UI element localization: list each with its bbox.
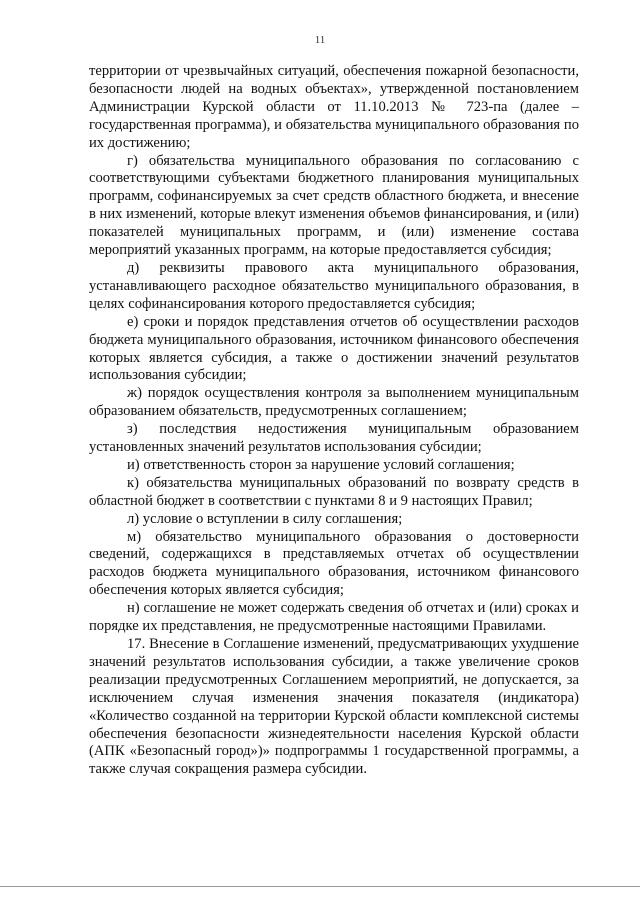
- paragraph-item-g: г) обязательства муниципального образования по согласованию с соответствующими субъектами бюджетного планирования муниципальных программ, софинансируемых за счет средств областного бюджета, и внесение в них изменений, которые влекут изменения объемов финансирования, и (или) показателей муниципальных программ, и (или) изменение состава мероприятий указанных программ, на которые предоставляется субсидия;: [89, 152, 579, 259]
- paragraph-item-m: м) обязательство муниципального образования о достоверности сведений, содержащихся в представляемых отчетах об осуществлении расходов бюджета муниципального образования, источником финансового обеспечения которых является субсидия;: [89, 528, 579, 599]
- paragraph-continuation: территории от чрезвычайных ситуаций, обеспечения пожарной безопасности, безопасности людей на водных объектах», утвержденной постановлением Администрации Курской области от 11.10.2013 № 723-па (далее – государственная программа), и обязательства муниципального образования по их достижению;: [89, 63, 579, 151]
- paragraph-item-k: к) обязательства муниципальных образований по возврату средств в областной бюджет в соответствии с пунктами 8 и 9 настоящих Правил;: [89, 474, 579, 509]
- paragraph-item-i: и) ответственность сторон за нарушение условий соглашения;: [127, 456, 515, 473]
- paragraph-clause-17: 17. Внесение в Соглашение изменений, предусматривающих ухудшение значений результатов использования субсидии, а также увеличение сроков реализации предусмотренных Соглашением мероприятий, не допускается, за исключением случая изменения значения показателя (индикатора) «Количество созданной на территории Курской области комплексной системы обеспечения безопасности жизнедеятельности населения Курской области (АПК «Безопасный город»)» подпрограммы 1 государственной программы, а также случая сокращения размера субсидии.: [89, 636, 579, 778]
- page-number: 11: [314, 34, 326, 46]
- paragraph-item-z: з) последствия недостижения муниципальным образованием установленных значений результатов использования субсидии;: [89, 421, 579, 456]
- paragraph-item-l: л) условие о вступлении в силу соглашения;: [127, 510, 403, 527]
- paragraph-item-n: н) соглашение не может содержать сведения об отчетах и (или) сроках и порядке их представления, не предусмотренные настоящими Правилами.: [89, 600, 579, 635]
- page-bottom-rule: [0, 886, 640, 887]
- paragraph-item-zh: ж) порядок осуществления контроля за выполнением муниципальным образованием обязательств, предусмотренных соглашением;: [89, 385, 579, 420]
- document-body: [89, 63, 579, 779]
- paragraph-item-e: е) сроки и порядок представления отчетов об осуществлении расходов бюджета муниципального образования, источником финансового обеспечения которых является субсидия, а также о достижении значений результатов использования субсидии;: [89, 313, 579, 384]
- paragraph-item-d: д) реквизиты правового акта муниципального образования, устанавливающего расходное обязательство муниципального образования, в целях софинансирования которого предоставляется субсидия;: [89, 259, 579, 312]
